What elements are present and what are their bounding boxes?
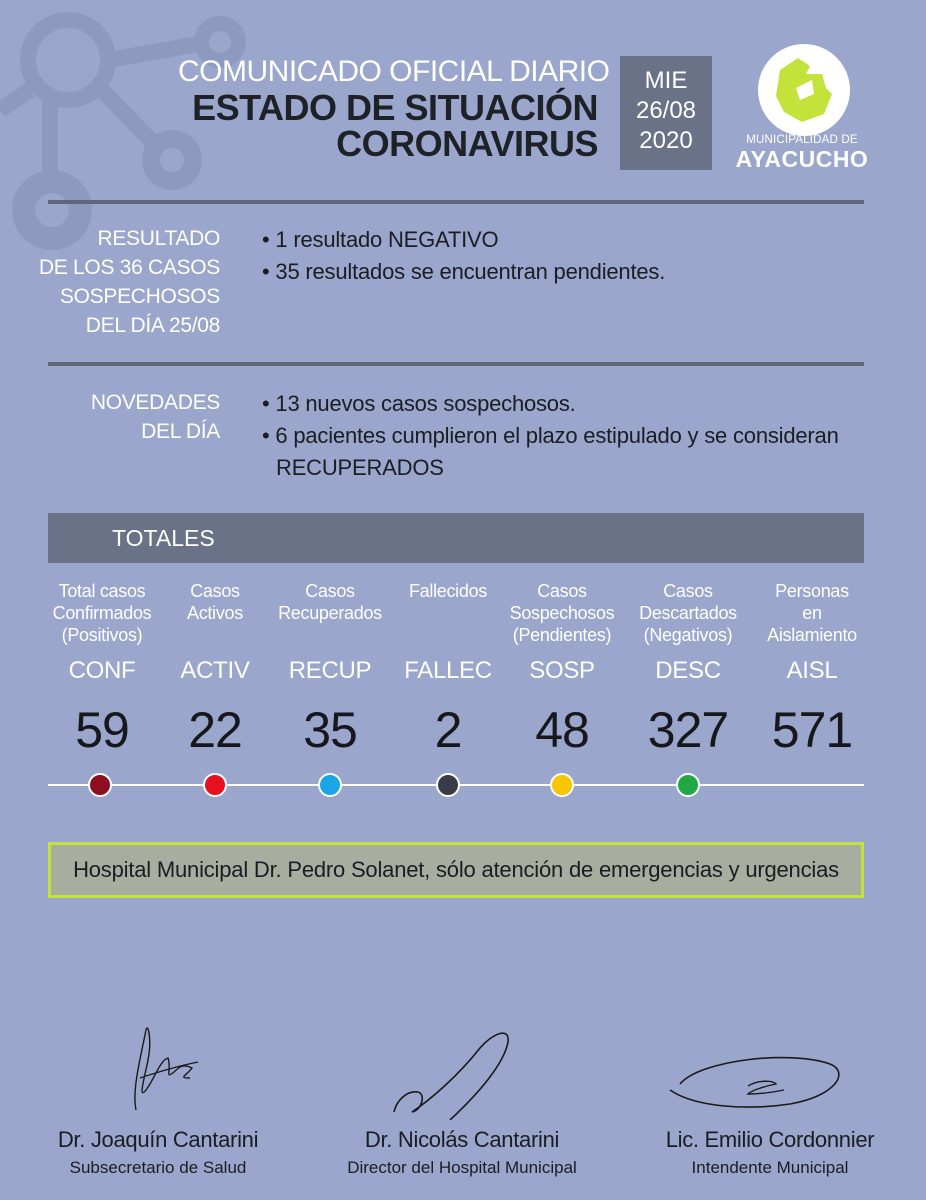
signature-icon (332, 1020, 592, 1120)
stat-code: ACTIV (180, 657, 250, 684)
date-date: 26/08 (635, 97, 697, 124)
date-box (620, 56, 712, 170)
stat-desc-line: Aislamiento (767, 625, 857, 645)
stat-value: 571 (771, 702, 853, 758)
stat-code: AISL (786, 657, 838, 684)
stat-desc-line: Total casos (58, 581, 146, 601)
stat-code: CONF (68, 657, 136, 684)
stat-description (42, 580, 162, 652)
stat-desc-line: Recuperados (278, 603, 382, 623)
header-line-1: COMUNICADO OFICIAL DIARIO (178, 55, 610, 88)
results-label-line: SOSPECHOSOS (59, 285, 220, 308)
news-items (262, 388, 852, 484)
stat-column-aisl (752, 580, 872, 758)
list-item: • 35 resultados se encuentran pendientes. (262, 259, 666, 284)
stat-column-recup (270, 580, 390, 758)
header-line-3: CORONAVIRUS (336, 123, 598, 164)
stat-desc-line: Descartados (639, 603, 737, 623)
date-day: MIE (644, 67, 688, 94)
stat-column-conf (42, 580, 162, 758)
stat-description (155, 580, 275, 652)
desc-dot-icon (676, 773, 700, 797)
signature-name: Dr. Nicolás Cantarini (364, 1127, 560, 1152)
news-label (91, 388, 220, 446)
header-title (178, 54, 610, 164)
stat-desc-line: Confirmados (52, 603, 152, 623)
stat-code: SOSP (529, 657, 595, 684)
sosp-dot-icon (550, 773, 574, 797)
news-label-line: DEL DÍA (141, 420, 220, 443)
totales-label: TOTALES (112, 525, 215, 551)
list-item: • 13 nuevos casos sospechosos. (262, 391, 576, 416)
stat-value: 48 (535, 702, 589, 758)
results-items (262, 224, 852, 288)
logo-text-line-1: MUNICIPALIDAD DE (746, 134, 858, 146)
stat-desc-line: Sospechosos (509, 603, 615, 623)
hospital-notice: Hospital Municipal Dr. Pedro Solanet, sólo atención de emergencias y urgencias (48, 842, 864, 898)
stat-value: 2 (434, 702, 462, 758)
results-label-line: DEL DÍA 25/08 (85, 314, 220, 337)
signature-name: Lic. Emilio Cordonnier (665, 1127, 875, 1152)
signature-icon (640, 1020, 900, 1120)
stat-code: FALLEC (404, 657, 492, 684)
results-label-line: RESULTADO (97, 227, 220, 250)
stat-column-activ (155, 580, 275, 758)
stat-description (628, 580, 748, 652)
stat-desc-line: (Negativos) (643, 625, 733, 645)
signature-name: Dr. Joaquín Cantarini (57, 1127, 259, 1152)
results-label-line: DE LOS 36 CASOS (38, 256, 220, 279)
stat-desc-line: Personas (775, 581, 849, 601)
recup-dot-icon (318, 773, 342, 797)
stat-description (388, 580, 508, 652)
stat-desc-line: Casos (305, 581, 355, 601)
stat-value: 22 (188, 702, 242, 758)
list-item: • 6 pacientes cumplieron el plazo estipulado y se consideran RECUPERADOS (262, 423, 839, 480)
stat-description (752, 580, 872, 652)
fallec-dot-icon (436, 773, 460, 797)
stat-description (502, 580, 622, 652)
activ-dot-icon (203, 773, 227, 797)
stat-column-fallec (388, 580, 508, 758)
stat-value: 327 (647, 702, 729, 758)
stat-code: RECUP (288, 657, 372, 684)
stat-desc-line: Fallecidos (408, 581, 488, 601)
conf-dot-icon (88, 773, 112, 797)
logo-text-line-2: AYACUCHO (735, 146, 869, 172)
stat-value: 59 (75, 702, 129, 758)
signature-role: Director del Hospital Municipal (347, 1158, 577, 1177)
stat-description (270, 580, 390, 652)
divider (48, 200, 864, 204)
signature-icon (28, 1020, 288, 1120)
signature-role: Subsecretario de Salud (69, 1158, 247, 1177)
divider (48, 362, 864, 366)
stat-column-desc (628, 580, 748, 758)
date-year: 2020 (639, 127, 693, 154)
signature-block (28, 1020, 288, 1181)
stat-desc-line: Casos (537, 581, 587, 601)
news-label-line: NOVEDADES (90, 391, 220, 414)
stat-desc-line: Casos (663, 581, 713, 601)
signature-block (332, 1020, 592, 1181)
stat-column-sosp (502, 580, 622, 758)
stat-code: DESC (655, 657, 721, 684)
stat-value: 35 (303, 702, 357, 758)
stat-desc-line: Activos (187, 603, 243, 623)
header-line-2: ESTADO DE SITUACIÓN (192, 87, 598, 128)
signature-block (640, 1020, 900, 1181)
stat-desc-line: Casos (190, 581, 240, 601)
stat-desc-line: (Positivos) (61, 625, 143, 645)
results-label (39, 224, 220, 340)
list-item: • 1 resultado NEGATIVO (262, 227, 499, 252)
stat-desc-line: en (802, 603, 822, 623)
signature-role: Intendente Municipal (691, 1158, 849, 1177)
stat-desc-line: (Pendientes) (512, 625, 612, 645)
